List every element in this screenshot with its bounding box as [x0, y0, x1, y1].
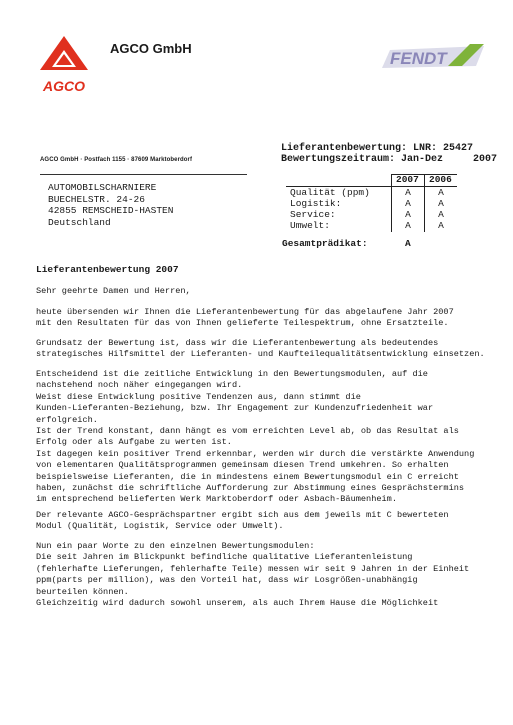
evaluation-period	[281, 154, 497, 165]
sender-address-line: AGCO GmbH · Postfach 1155 · 87609 Marktoberdorf	[40, 157, 193, 163]
period-label: Bewertungszeitraum: Jan-Dez	[281, 154, 444, 165]
year-header-2006: 2006	[429, 174, 452, 185]
paragraph	[36, 541, 501, 609]
text-line: Erfolg oder als Aufgabe zu werten ist.	[36, 437, 232, 448]
text-line: Sehr geehrte Damen und Herren,	[36, 286, 191, 296]
grade-cell: A	[438, 220, 444, 231]
criterion-label: Umwelt:	[290, 220, 330, 231]
text-line: Die seit Jahren im Blickpunkt befindliche qualitative Lieferantenleistung	[36, 552, 413, 563]
grade-cell: A	[405, 220, 411, 231]
text-line: Nun ein paar Worte zu den einzelnen Bewertungsmodulen:	[36, 541, 315, 551]
text-line: beispielsweise Lieferanten, die in mindestens einem Bewertungsmodul ein C erreicht	[36, 471, 459, 482]
ratings-table	[286, 174, 458, 232]
text-line: Ist dagegen kein positiver Trend erkennbar, werden wir durch die verstärkte Anwendung	[36, 448, 475, 459]
table-column-rule	[391, 174, 392, 232]
letter-subject: Lieferantenbewertung 2007	[36, 264, 179, 275]
text-line: strategisches Hilfsmittel der Lieferanten- und Kaufteilequalitätsentwicklung einsetzen.	[36, 349, 485, 360]
criterion-label: Logistik:	[290, 198, 342, 209]
text-line: im entsprechend belieferten Werk Marktoberdorf oder Asbach-Bäumenheim.	[36, 494, 397, 505]
agco-logo-text: AGCO	[43, 78, 85, 94]
paragraph	[36, 510, 501, 533]
supplier-reference: Lieferantenbewertung: LNR: 25427	[281, 143, 474, 154]
company-name: AGCO GmbH	[110, 41, 192, 56]
text-line: Entscheidend ist die zeitliche Entwicklung in den Bewertungsmodulen, auf die	[36, 369, 428, 379]
text-line: haben, zunächst die schriftliche Aufforderung zur Abstimmung eines Gesprächstermins	[36, 483, 465, 494]
agco-logo	[36, 36, 92, 94]
grade-cell: A	[438, 209, 444, 220]
table-column-rule	[424, 174, 425, 232]
text-line: ppm(parts per million), was den Vorteil hat, dass wir Losgrößen-unabhängig	[36, 575, 418, 586]
text-line: Ist der Trend konstant, dann hängt es vom erreichten Level ab, ob das Resultat als	[36, 426, 459, 437]
text-line: mit den Resultaten für das von Ihnen gelieferte Teilespektrum, ohne Ersatzteile.	[36, 318, 449, 329]
text-line: heute übersenden wir Ihnen die Lieferantenbewertung für das abgelaufene Jahr 2007	[36, 307, 454, 317]
text-line: (fehlerhafte Lieferungen, fehlerhafte Teile) messen wir seit 9 Jahren in der Einheit	[36, 563, 470, 574]
fendt-logo-text: FENDT	[390, 49, 447, 68]
address-line: Deutschland	[48, 216, 111, 228]
text-line: Modul (Qualität, Logistik, Service oder Umwelt).	[36, 521, 284, 532]
criterion-label: Qualität (ppm)	[290, 187, 370, 198]
sender-divider	[40, 174, 247, 175]
text-line: Weist diese Entwicklung positive Tendenzen aus, dann stimmt die	[36, 391, 361, 402]
grade-cell: A	[405, 187, 411, 198]
grade-cell: A	[438, 198, 444, 209]
text-line: nachstehend noch näher eingegangen wird.	[36, 380, 243, 391]
grade-cell: A	[405, 209, 411, 220]
text-line: Der relevante AGCO-Gesprächspartner ergibt sich aus dem jeweils mit C bewerteten	[36, 510, 449, 520]
paragraph	[36, 338, 501, 361]
grade-cell: A	[405, 198, 411, 209]
text-line: von elementaren Qualitätsprogrammen gemeinsam diesen Trend umkehren. So erhalten	[36, 460, 449, 471]
text-line: erfolgreich.	[36, 414, 98, 425]
criterion-label: Service:	[290, 209, 336, 220]
paragraph	[36, 307, 501, 330]
overall-rating-grade: A	[405, 238, 411, 249]
text-line: Grundsatz der Bewertung ist, dass wir die Lieferantenbewertung als bedeutendes	[36, 338, 439, 348]
text-line: Kunden-Lieferanten-Beziehung, bzw. Ihr Engagement zur Kundenzufriedenheit war	[36, 403, 434, 414]
overall-rating-label: Gesamtprädikat:	[282, 238, 368, 249]
text-line: Gleichzeitig wird dadurch sowohl unserem, als auch Ihrem Hause die Möglichkeit	[36, 598, 439, 609]
period-year: 2007	[473, 154, 498, 165]
paragraph	[36, 369, 501, 506]
recipient-address	[48, 182, 173, 228]
grade-cell: A	[438, 187, 444, 198]
text-line: beurteilen können.	[36, 586, 129, 597]
address-line: AUTOMOBILSCHARNIERE	[48, 182, 157, 193]
year-header-2007: 2007	[396, 174, 419, 185]
address-line: BUECHELSTR. 24-26	[48, 193, 145, 205]
fendt-logo	[378, 42, 488, 70]
letter-greeting	[36, 286, 501, 297]
address-line: 42855 REMSCHEID-HASTEN	[48, 205, 174, 216]
